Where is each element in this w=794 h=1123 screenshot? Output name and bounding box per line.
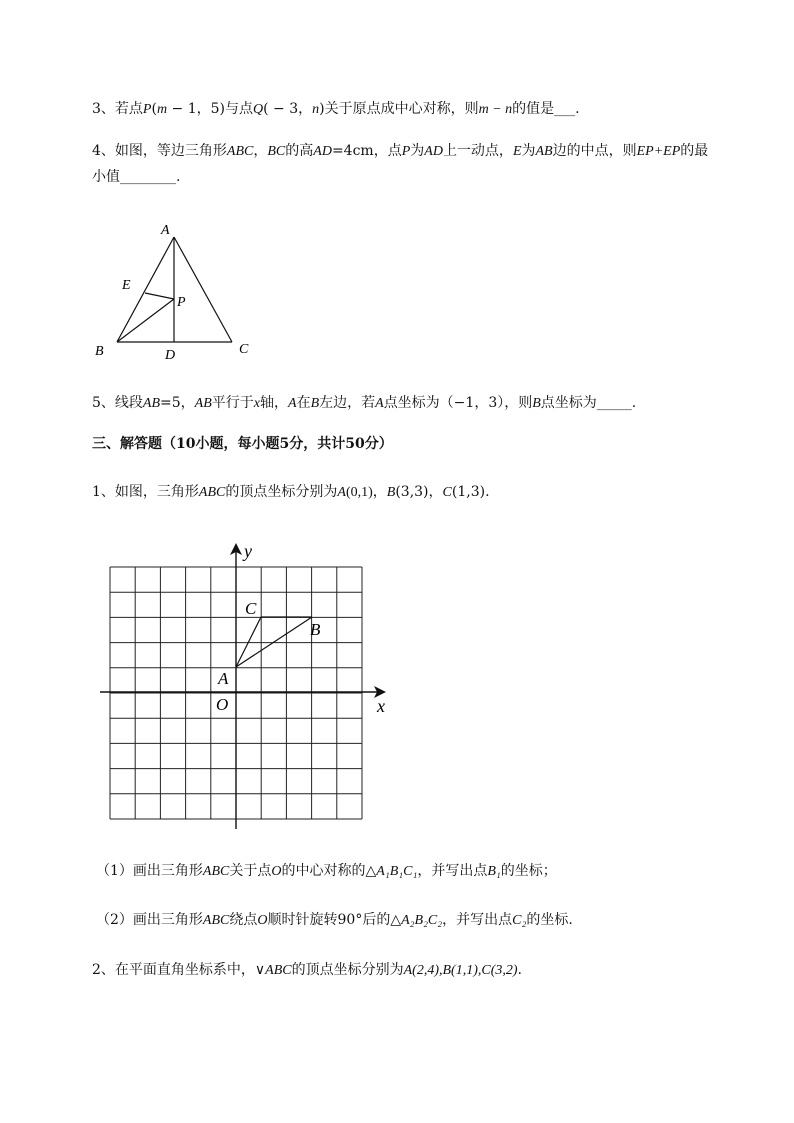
- point-e: E: [512, 144, 522, 159]
- label-a: A: [161, 223, 170, 238]
- label-e: E: [122, 278, 131, 293]
- label-p: P: [177, 295, 186, 310]
- segment-ep: [145, 293, 174, 299]
- point-b1: B₁: [487, 864, 501, 879]
- segment-ad: AD: [313, 144, 332, 159]
- q5-text: 5、线段: [92, 395, 143, 411]
- q5-text: 平行于: [211, 395, 254, 411]
- segment-ad: AD: [424, 144, 443, 159]
- q5-text: 轴，: [260, 395, 288, 411]
- point-a: A: [375, 396, 384, 411]
- var-n: n: [312, 102, 320, 117]
- p1-text: ，: [372, 484, 387, 500]
- triangle-a1b1c1: A₁B₁C₁: [376, 864, 418, 879]
- point-p: P: [401, 144, 411, 159]
- q5-text: =5，: [160, 395, 195, 411]
- q4-text: ，: [253, 143, 268, 159]
- sub2-text: 顺时针旋转90°后的△: [267, 912, 402, 928]
- triangle-figure: [85, 215, 265, 365]
- p1-text: ，: [428, 484, 443, 500]
- vertex-coordinates: A(2,4),B(1,1),C(3,2): [403, 963, 518, 978]
- sub1-text: 的坐标；: [500, 863, 557, 879]
- sub2-text: （2）画出三角形: [96, 912, 203, 928]
- x-axis-label: x: [377, 696, 385, 716]
- segment-bp: [117, 299, 174, 342]
- sub1-text: ，并写出点: [417, 863, 488, 879]
- y-axis-label: y: [244, 541, 252, 561]
- coord-a: (0,1): [345, 485, 373, 500]
- q4-text: 上一动点，: [442, 143, 513, 159]
- sub1-text: 关于点: [229, 863, 272, 879]
- sub2-text: 的坐标.: [526, 912, 573, 928]
- segment-ab: AB: [535, 144, 553, 159]
- label-d: D: [165, 348, 176, 363]
- q4-text: =4cm，点: [331, 143, 402, 159]
- triangle-abc: ABC: [202, 913, 230, 928]
- q4-text: 4、如图，等边三角形: [92, 143, 227, 159]
- p2-text: 的顶点坐标分别为: [291, 962, 404, 978]
- sub2-text: 绕点: [229, 912, 258, 928]
- q4-text: 边的中点，则: [552, 143, 637, 159]
- coord-b: (3,3): [395, 484, 429, 500]
- q4-text: 为: [410, 143, 425, 159]
- point-b: B: [386, 485, 396, 500]
- p2-text: .: [517, 962, 522, 978]
- sub-question-1: [96, 861, 557, 882]
- triangle-a2b2c2: A₂B₂C₂: [401, 913, 443, 928]
- q5-text: 点坐标为（−1，3），则: [383, 395, 533, 411]
- q5-text: 左边，若: [319, 395, 376, 411]
- triangle-abc: ABC: [202, 864, 230, 879]
- point-c: C: [442, 485, 452, 500]
- problem-1: [92, 482, 490, 503]
- point-o: O: [257, 913, 268, 928]
- p1-text: 1、如图，三角形: [92, 484, 199, 500]
- triangle-side-ab: [236, 617, 312, 667]
- p1-text: 的顶点坐标分别为: [225, 484, 338, 500]
- side-ac: [174, 237, 232, 342]
- question-4-line-1: [92, 141, 708, 162]
- p1-text: .: [485, 484, 490, 500]
- question-4-line-2: 小值________.: [92, 169, 181, 185]
- coord-c: (1,3): [451, 484, 486, 500]
- q5-text: 在: [296, 395, 311, 411]
- point-a: A: [337, 485, 346, 500]
- problem-2: [92, 960, 522, 981]
- triangle-abc: ABC: [198, 485, 226, 500]
- segment-bc: BC: [267, 144, 286, 159]
- label-a: A: [218, 669, 229, 688]
- q3-text: (: [151, 101, 157, 117]
- segment-ab: AB: [194, 396, 212, 411]
- label-c: C: [239, 342, 249, 357]
- point-o: O: [271, 864, 282, 879]
- sub-question-2: [96, 910, 573, 931]
- q3-text: )关于原点成中心对称，则: [319, 101, 479, 117]
- sub1-text: （1）画出三角形: [96, 863, 203, 879]
- coordinate-grid-figure: [100, 535, 400, 835]
- var-m: m: [156, 102, 168, 117]
- point-a: A: [288, 396, 297, 411]
- question-3: [92, 99, 580, 120]
- q5-text: 点坐标为_____.: [540, 395, 637, 411]
- point-p: P: [142, 102, 152, 117]
- point-b: B: [532, 396, 541, 411]
- var-x: x: [253, 396, 260, 411]
- label-b: B: [95, 344, 104, 359]
- q4-text: 的最: [680, 143, 709, 159]
- p2-text: 2、在平面直角坐标系中，: [92, 962, 255, 978]
- point-b: B: [310, 396, 320, 411]
- label-o: O: [216, 695, 229, 714]
- point-q: Q: [253, 102, 264, 117]
- triangle-abc: ABC: [226, 144, 254, 159]
- label-c: C: [245, 599, 257, 618]
- triangle-abc: ∨ABC: [254, 963, 292, 978]
- triangle-side-ac: [236, 617, 261, 667]
- expr-ep: EP+EP: [636, 144, 681, 159]
- segment-ab: AB: [142, 396, 161, 411]
- section-title: 三、解答题（10小题，每小题5分，共计50分）: [92, 436, 393, 452]
- sub1-text: 的中心对称的△: [281, 863, 377, 879]
- q3-text: 的值是___.: [512, 101, 580, 117]
- q3-text: 3、若点: [92, 101, 143, 117]
- label-b: B: [310, 620, 321, 639]
- expr-m-n: m − n: [478, 102, 513, 117]
- q4-text: 为: [521, 143, 536, 159]
- point-c2: C₂: [512, 913, 527, 928]
- sub2-text: ，并写出点: [442, 912, 513, 928]
- question-5: [92, 393, 636, 414]
- q3-text: ( − 3，: [263, 101, 313, 117]
- q3-text: − 1，5)与点: [167, 101, 253, 117]
- q4-text: 的高: [285, 143, 314, 159]
